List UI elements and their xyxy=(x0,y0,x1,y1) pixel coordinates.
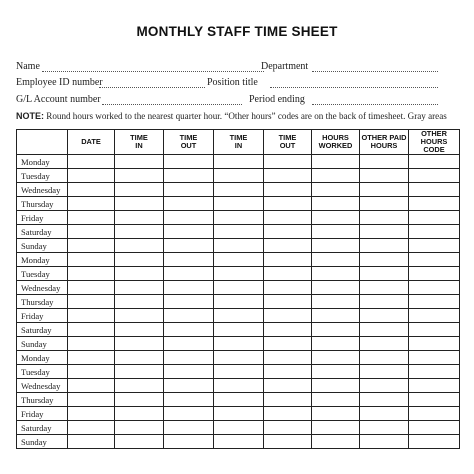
date-cell[interactable] xyxy=(68,183,115,197)
time-in-2-cell[interactable] xyxy=(214,197,264,211)
date-cell[interactable] xyxy=(68,295,115,309)
day-cell: Friday xyxy=(17,309,68,323)
table-row xyxy=(17,379,460,393)
other-paid-hours-cell[interactable] xyxy=(360,421,409,435)
other-hours-code-cell[interactable] xyxy=(409,323,460,337)
name-label: Name xyxy=(16,61,40,72)
time-out-2-cell[interactable] xyxy=(264,197,312,211)
note-body: Round hours worked to the nearest quarter hour. “Other hours” codes are on the back of timesheet. Gray areas xyxy=(46,111,447,121)
time-out-2-cell[interactable] xyxy=(264,323,312,337)
time-out-2-cell[interactable] xyxy=(264,351,312,365)
hours-worked-cell[interactable] xyxy=(312,407,360,421)
time-in-cell[interactable] xyxy=(115,379,164,393)
date-cell[interactable] xyxy=(68,351,115,365)
time-out-2-cell[interactable] xyxy=(264,267,312,281)
time-out-cell[interactable] xyxy=(164,393,214,407)
period-field[interactable] xyxy=(312,104,438,105)
other-paid-hours-cell[interactable] xyxy=(360,435,409,449)
other-paid-hours-cell[interactable] xyxy=(360,407,409,421)
time-in-cell[interactable] xyxy=(115,337,164,351)
other-hours-code-cell[interactable] xyxy=(409,169,460,183)
time-out-2-cell[interactable] xyxy=(264,211,312,225)
table-row xyxy=(17,239,460,253)
day-column-header xyxy=(17,130,68,155)
other-paid-hours-cell[interactable] xyxy=(360,253,409,267)
date-column-header: DATE xyxy=(68,130,115,155)
time-out-2-cell[interactable] xyxy=(264,183,312,197)
time-in-2-cell[interactable] xyxy=(214,267,264,281)
other-hours-code-column-header: OTHER HOURS CODE xyxy=(409,130,460,155)
other-paid-hours-cell[interactable] xyxy=(360,351,409,365)
time-in-cell[interactable] xyxy=(115,253,164,267)
hours-worked-cell[interactable] xyxy=(312,211,360,225)
page-title: MONTHLY STAFF TIME SHEET xyxy=(136,24,338,39)
date-cell[interactable] xyxy=(68,197,115,211)
date-cell[interactable] xyxy=(68,169,115,183)
day-cell: Thursday xyxy=(17,295,68,309)
time-in-2-cell[interactable] xyxy=(214,281,264,295)
hours-worked-cell[interactable] xyxy=(312,183,360,197)
other-paid-hours-cell[interactable] xyxy=(360,169,409,183)
time-out-2-cell[interactable] xyxy=(264,435,312,449)
other-paid-hours-cell[interactable] xyxy=(360,309,409,323)
table-row xyxy=(17,253,460,267)
time-out-cell[interactable] xyxy=(164,267,214,281)
day-cell: Friday xyxy=(17,211,68,225)
other-hours-code-cell[interactable] xyxy=(409,267,460,281)
other-paid-hours-cell[interactable] xyxy=(360,239,409,253)
time-in-cell[interactable] xyxy=(115,169,164,183)
time-in-2-cell[interactable] xyxy=(214,393,264,407)
other-hours-code-cell[interactable] xyxy=(409,183,460,197)
date-cell[interactable] xyxy=(68,407,115,421)
time-in-2-cell[interactable] xyxy=(214,239,264,253)
date-cell[interactable] xyxy=(68,253,115,267)
other-paid-hours-cell[interactable] xyxy=(360,337,409,351)
hours-worked-cell[interactable] xyxy=(312,393,360,407)
day-cell: Thursday xyxy=(17,197,68,211)
day-cell: Sunday xyxy=(17,337,68,351)
time-in-2-cell[interactable] xyxy=(214,295,264,309)
hours-worked-cell[interactable] xyxy=(312,281,360,295)
other-hours-code-cell[interactable] xyxy=(409,435,460,449)
time-in-cell[interactable] xyxy=(115,267,164,281)
time-sheet-table xyxy=(16,129,460,449)
time-in-2-cell[interactable] xyxy=(214,337,264,351)
time-out-cell[interactable] xyxy=(164,239,214,253)
other-paid-hours-cell[interactable] xyxy=(360,379,409,393)
table-row xyxy=(17,295,460,309)
other-paid-hours-cell[interactable] xyxy=(360,365,409,379)
date-cell[interactable] xyxy=(68,365,115,379)
other-paid-hours-cell[interactable] xyxy=(360,295,409,309)
other-hours-code-cell[interactable] xyxy=(409,351,460,365)
hours-worked-cell[interactable] xyxy=(312,253,360,267)
other-hours-code-cell[interactable] xyxy=(409,337,460,351)
other-paid-hours-cell[interactable] xyxy=(360,183,409,197)
time-in-column-header: TIME IN xyxy=(115,130,164,155)
time-out-cell[interactable] xyxy=(164,337,214,351)
hours-worked-cell[interactable] xyxy=(312,435,360,449)
day-cell: Saturday xyxy=(17,225,68,239)
hours-worked-cell[interactable] xyxy=(312,421,360,435)
table-row xyxy=(17,407,460,421)
time-in-2-cell[interactable] xyxy=(214,211,264,225)
date-cell[interactable] xyxy=(68,435,115,449)
time-out-cell[interactable] xyxy=(164,197,214,211)
time-out-2-cell[interactable] xyxy=(264,155,312,169)
day-cell: Friday xyxy=(17,407,68,421)
time-in-cell[interactable] xyxy=(115,225,164,239)
other-paid-hours-cell[interactable] xyxy=(360,225,409,239)
period-label: Period ending xyxy=(249,94,305,105)
day-cell: Wednesday xyxy=(17,379,68,393)
hours-worked-cell[interactable] xyxy=(312,197,360,211)
date-cell[interactable] xyxy=(68,211,115,225)
other-hours-code-cell[interactable] xyxy=(409,253,460,267)
time-in-2-cell[interactable] xyxy=(214,435,264,449)
day-cell: Saturday xyxy=(17,421,68,435)
time-in-cell[interactable] xyxy=(115,407,164,421)
time-out-2-cell[interactable] xyxy=(264,407,312,421)
time-out-cell[interactable] xyxy=(164,169,214,183)
time-out-2-cell[interactable] xyxy=(264,365,312,379)
date-cell[interactable] xyxy=(68,155,115,169)
date-cell[interactable] xyxy=(68,281,115,295)
hours-worked-cell[interactable] xyxy=(312,309,360,323)
date-cell[interactable] xyxy=(68,337,115,351)
table-row xyxy=(17,169,460,183)
other-hours-code-cell[interactable] xyxy=(409,295,460,309)
date-cell[interactable] xyxy=(68,393,115,407)
time-out-cell[interactable] xyxy=(164,155,214,169)
day-cell: Saturday xyxy=(17,323,68,337)
day-cell: Wednesday xyxy=(17,183,68,197)
time-in-cell[interactable] xyxy=(115,309,164,323)
time-in-cell[interactable] xyxy=(115,323,164,337)
field-row-account xyxy=(16,94,440,108)
table-row xyxy=(17,183,460,197)
hours-worked-cell[interactable] xyxy=(312,379,360,393)
table-row xyxy=(17,351,460,365)
other-hours-code-cell[interactable] xyxy=(409,155,460,169)
time-out-cell[interactable] xyxy=(164,253,214,267)
other-hours-code-cell[interactable] xyxy=(409,379,460,393)
note-text xyxy=(16,111,456,121)
employee-id-field[interactable] xyxy=(99,87,205,88)
time-out-2-cell[interactable] xyxy=(264,379,312,393)
time-out-cell[interactable] xyxy=(164,281,214,295)
day-cell: Tuesday xyxy=(17,267,68,281)
time-in-2-cell[interactable] xyxy=(214,253,264,267)
other-paid-hours-cell[interactable] xyxy=(360,393,409,407)
other-hours-code-cell[interactable] xyxy=(409,225,460,239)
day-cell: Wednesday xyxy=(17,281,68,295)
time-in-cell[interactable] xyxy=(115,351,164,365)
time-in-2-cell[interactable] xyxy=(214,421,264,435)
date-cell[interactable] xyxy=(68,267,115,281)
other-hours-code-cell[interactable] xyxy=(409,197,460,211)
field-row-name xyxy=(16,61,440,75)
day-cell: Sunday xyxy=(17,239,68,253)
time-in-cell[interactable] xyxy=(115,183,164,197)
time-in-cell[interactable] xyxy=(115,211,164,225)
table-row xyxy=(17,155,460,169)
table-row xyxy=(17,337,460,351)
other-hours-code-cell[interactable] xyxy=(409,309,460,323)
other-hours-code-cell[interactable] xyxy=(409,211,460,225)
hours-worked-column-header: HOURS WORKED xyxy=(312,130,360,155)
time-in-2-cell[interactable] xyxy=(214,169,264,183)
table-row xyxy=(17,421,460,435)
time-out-cell[interactable] xyxy=(164,351,214,365)
other-paid-hours-cell[interactable] xyxy=(360,323,409,337)
gl-account-label: G/L Account number xyxy=(16,94,101,105)
day-cell: Sunday xyxy=(17,435,68,449)
hours-worked-cell[interactable] xyxy=(312,225,360,239)
time-in-cell[interactable] xyxy=(115,393,164,407)
time-in-cell[interactable] xyxy=(115,435,164,449)
date-cell[interactable] xyxy=(68,421,115,435)
time-out-2-cell[interactable] xyxy=(264,253,312,267)
table-row xyxy=(17,281,460,295)
time-in-cell[interactable] xyxy=(115,281,164,295)
hours-worked-cell[interactable] xyxy=(312,239,360,253)
gl-account-field[interactable] xyxy=(102,104,242,105)
time-out-cell[interactable] xyxy=(164,421,214,435)
note-label: NOTE: xyxy=(16,111,44,121)
other-hours-code-cell[interactable] xyxy=(409,393,460,407)
day-cell: Thursday xyxy=(17,393,68,407)
time-out-2-cell[interactable] xyxy=(264,421,312,435)
time-out-2-cell[interactable] xyxy=(264,169,312,183)
other-paid-hours-cell[interactable] xyxy=(360,281,409,295)
day-cell: Monday xyxy=(17,351,68,365)
day-cell: Tuesday xyxy=(17,169,68,183)
table-header-row xyxy=(17,130,460,155)
time-in-cell[interactable] xyxy=(115,365,164,379)
time-out-2-cell[interactable] xyxy=(264,337,312,351)
table-row xyxy=(17,197,460,211)
time-in-2-cell[interactable] xyxy=(214,351,264,365)
hours-worked-cell[interactable] xyxy=(312,155,360,169)
department-field[interactable] xyxy=(312,71,438,72)
time-out-2-cell[interactable] xyxy=(264,281,312,295)
table-row xyxy=(17,211,460,225)
table-row xyxy=(17,267,460,281)
table-row xyxy=(17,393,460,407)
date-cell[interactable] xyxy=(68,239,115,253)
field-row-employee xyxy=(16,77,440,91)
day-cell: Tuesday xyxy=(17,365,68,379)
time-in-2-cell[interactable] xyxy=(214,379,264,393)
hours-worked-cell[interactable] xyxy=(312,337,360,351)
time-out-2-cell[interactable] xyxy=(264,295,312,309)
other-paid-hours-cell[interactable] xyxy=(360,211,409,225)
department-label: Department xyxy=(261,61,309,72)
hours-worked-cell[interactable] xyxy=(312,295,360,309)
time-out-cell[interactable] xyxy=(164,309,214,323)
time-out-cell[interactable] xyxy=(164,225,214,239)
other-paid-hours-column-header: OTHER PAID HOURS xyxy=(360,130,409,155)
time-in-2-cell[interactable] xyxy=(214,155,264,169)
time-out-2-cell[interactable] xyxy=(264,225,312,239)
hours-worked-cell[interactable] xyxy=(312,267,360,281)
date-cell[interactable] xyxy=(68,225,115,239)
other-paid-hours-cell[interactable] xyxy=(360,155,409,169)
time-in-2-cell[interactable] xyxy=(214,365,264,379)
time-out-cell[interactable] xyxy=(164,435,214,449)
time-out-cell[interactable] xyxy=(164,323,214,337)
other-paid-hours-cell[interactable] xyxy=(360,197,409,211)
table-row xyxy=(17,435,460,449)
time-in-cell[interactable] xyxy=(115,197,164,211)
time-in-cell[interactable] xyxy=(115,421,164,435)
date-cell[interactable] xyxy=(68,323,115,337)
hours-worked-cell[interactable] xyxy=(312,323,360,337)
time-in-2-cell[interactable] xyxy=(214,309,264,323)
time-in-2-cell[interactable] xyxy=(214,225,264,239)
time-in-cell[interactable] xyxy=(115,155,164,169)
time-in-2-cell[interactable] xyxy=(214,183,264,197)
time-out-cell[interactable] xyxy=(164,211,214,225)
position-field[interactable] xyxy=(270,87,438,88)
time-out-cell[interactable] xyxy=(164,365,214,379)
other-paid-hours-cell[interactable] xyxy=(360,267,409,281)
date-cell[interactable] xyxy=(68,309,115,323)
employee-id-label: Employee ID number xyxy=(16,77,103,88)
table-row xyxy=(17,323,460,337)
hours-worked-cell[interactable] xyxy=(312,169,360,183)
date-cell[interactable] xyxy=(68,379,115,393)
other-hours-code-cell[interactable] xyxy=(409,365,460,379)
position-label: Position title xyxy=(207,77,258,88)
time-in-cell[interactable] xyxy=(115,295,164,309)
time-out-2-column-header: TIME OUT xyxy=(264,130,312,155)
table-body xyxy=(17,155,460,449)
table-row xyxy=(17,225,460,239)
name-field[interactable] xyxy=(42,71,264,72)
time-in-cell[interactable] xyxy=(115,239,164,253)
time-in-2-cell[interactable] xyxy=(214,407,264,421)
time-out-2-cell[interactable] xyxy=(264,309,312,323)
time-out-cell[interactable] xyxy=(164,183,214,197)
time-in-2-cell[interactable] xyxy=(214,323,264,337)
hours-worked-cell[interactable] xyxy=(312,365,360,379)
time-out-cell[interactable] xyxy=(164,379,214,393)
other-hours-code-cell[interactable] xyxy=(409,281,460,295)
hours-worked-cell[interactable] xyxy=(312,351,360,365)
table-row xyxy=(17,309,460,323)
day-cell: Monday xyxy=(17,155,68,169)
table-row xyxy=(17,365,460,379)
other-hours-code-cell[interactable] xyxy=(409,421,460,435)
time-out-2-cell[interactable] xyxy=(264,239,312,253)
time-out-cell[interactable] xyxy=(164,407,214,421)
time-in-2-column-header: TIME IN xyxy=(214,130,264,155)
day-cell: Monday xyxy=(17,253,68,267)
time-out-cell[interactable] xyxy=(164,295,214,309)
time-out-2-cell[interactable] xyxy=(264,393,312,407)
other-hours-code-cell[interactable] xyxy=(409,407,460,421)
other-hours-code-cell[interactable] xyxy=(409,239,460,253)
time-out-column-header: TIME OUT xyxy=(164,130,214,155)
